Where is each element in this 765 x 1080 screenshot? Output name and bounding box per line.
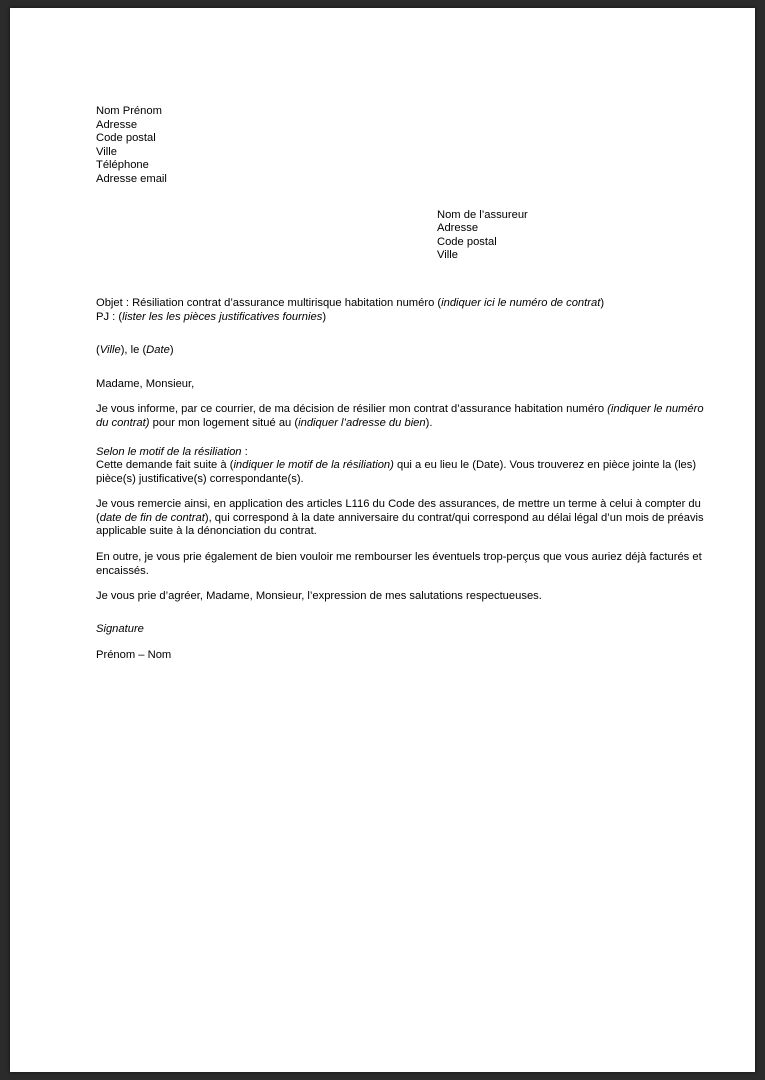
sender-postal-code: Code postal <box>96 132 156 145</box>
recipient-postal-code: Code postal <box>437 235 497 248</box>
sender-email: Adresse email <box>96 172 167 185</box>
sender-name: Nom Prénom <box>96 105 162 117</box>
signature-label: Signature <box>96 622 144 635</box>
recipient-street: Adresse <box>437 222 479 235</box>
recipient-city: Ville <box>437 249 458 262</box>
subject-line: Objet : Résiliation contrat d’assurance multirisque habitation numéro (indiquer ici le numéro de contrat) <box>96 296 605 309</box>
paragraph-motif: Selon le motif de la résiliation : Cette demande fait suite à (indiquer le motif de la résiliation) qui a eu lieu le (Date). Vous trouverez en pièce jointe la (les) pièce(s) justificative(s) correspondante(s). <box>96 445 697 485</box>
sender-street: Adresse <box>96 118 138 131</box>
sender-phone: Téléphone <box>96 159 149 172</box>
subject-block <box>96 297 686 324</box>
document-page <box>10 8 755 1072</box>
recipient-name: Nom de l’assureur <box>437 208 528 221</box>
signer-name: Prénom – Nom <box>96 649 172 662</box>
closing-formula: Je vous prie d’agréer, Madame, Monsieur, l’expression de mes salutations respectueuses. <box>96 590 542 603</box>
paragraph-refund: En outre, je vous prie également de bien vouloir me rembourser les éventuels trop-perçus que vous auriez déjà facturés et encaissés. <box>96 551 702 577</box>
place-date-line: (Ville), le (Date) <box>96 344 174 357</box>
paragraph-decision: Je vous informe, par ce courrier, de ma décision de résilier mon contrat d’assurance habitation numéro (indiquer le numéro du contrat) pour mon logement situé au (indiquer l’adresse du bien). <box>96 403 704 429</box>
sender-city: Ville <box>96 145 117 158</box>
sender-address <box>96 105 686 187</box>
paragraph-termination: Je vous remercie ainsi, en application des articles L116 du Code des assurances, de mettre un terme à celui à compter du (date de fin de contrat), qui correspond à la date anniversaire du contrat/qui correspond au délai légal d’un mois de préavis applicable suite à la dénonciation du contrat. <box>96 498 704 538</box>
greeting: Madame, Monsieur, <box>96 377 195 390</box>
letter-body <box>96 105 704 663</box>
motif-heading: Selon le motif de la résiliation : <box>96 445 248 458</box>
attachments-line: PJ : (lister les les pièces justificatives fournies) <box>96 310 327 323</box>
recipient-address <box>437 209 686 263</box>
